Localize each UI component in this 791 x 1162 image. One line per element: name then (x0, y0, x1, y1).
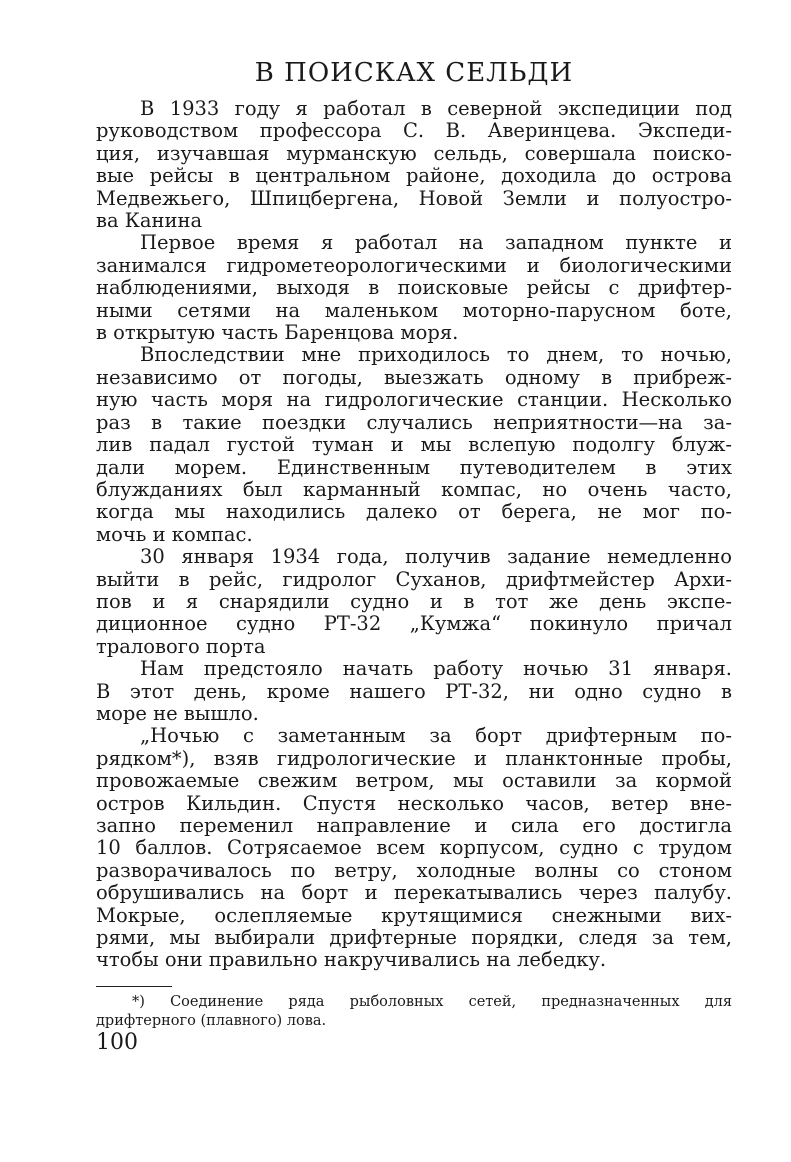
text-line: раз в такие поездки случались неприятности—на за- (96, 410, 732, 434)
text-line: В этот день, кроме нашего РТ-32, ни одно судно в (96, 679, 732, 703)
text-line: ва Канина (96, 209, 203, 233)
text-line: Мокрые, ослепляемые крутящимися снежными вих- (96, 903, 732, 927)
text-line: остров Кильдин. Спустя несколько часов, ветер вне- (96, 791, 732, 815)
text-line: в открытую часть Баренцова моря. (96, 321, 459, 345)
paragraph (96, 232, 732, 344)
paragraph (96, 658, 732, 725)
footnote-line: *) Соединение ряда рыболовных сетей, предназначенных для (132, 993, 732, 1010)
text-line: независимо от погоды, выезжать одному в прибреж- (96, 365, 732, 389)
text-line: ную часть моря на гидрологические станции. Несколько (96, 388, 732, 412)
text-line: В 1933 году я работал в северной экспедиции под (140, 97, 732, 120)
text-line: запно переменил направление и сила его достигла (96, 814, 732, 837)
text-line: вые рейсы в центральном районе, доходила до острова (96, 164, 732, 188)
text-line: 10 баллов. Сотрясаемое всем корпусом, судно с трудом (96, 836, 732, 860)
paragraph (96, 725, 732, 971)
paragraph (96, 344, 732, 546)
text-line: лив падал густой туман и мы вслепую подолгу блуж- (96, 433, 732, 457)
text-line: Медвежьего, Шпицбергена, Новой Земли и полуостро- (96, 186, 732, 210)
page-body (96, 58, 732, 1031)
text-line: блужданиях был карманный компас, но очень часто, (96, 477, 732, 501)
text-line: выйти в рейс, гидролог Суханов, дрифтмейстер Архи- (96, 567, 732, 591)
paragraph (96, 98, 732, 232)
text-line: ными сетями на маленьком моторно-парусном боте, (96, 298, 732, 322)
text-line: пов и я снарядили судно и в тот же день экспе- (96, 589, 732, 613)
text-line: провожаемые свежим ветром, мы оставили за кормой (96, 769, 732, 793)
text-line: море не вышло. (96, 701, 259, 725)
text-line: Нам предстояло начать работу ночью 31 января. (140, 657, 732, 681)
text-line: обрушивались на борт и перекатывались через палубу. (96, 881, 732, 905)
footnote (96, 993, 732, 1031)
text-line: разворачивалось по ветру, холодные волны со стоном (96, 858, 732, 882)
text-line: мочь и компас. (96, 522, 253, 546)
text-body (96, 98, 732, 972)
text-line: „Ночью с заметанным за борт дрифтерным по- (140, 724, 732, 748)
footnote-line: дрифтерного (плавного) лова. (96, 1012, 327, 1029)
text-line: чтобы они правильно накручивались на лебедку. (96, 948, 607, 972)
text-line: когда мы находились далеко от берега, не мог по- (96, 500, 732, 524)
text-line: дали морем. Единственным путеводителем в этих (96, 455, 732, 479)
text-line: диционное судно РТ-32 „Кумжа“ покинуло причал (96, 612, 732, 636)
text-line: занимался гидрометеорологическими и биологическими (96, 253, 732, 277)
text-line: рядком*), взяв гидрологические и планктонные пробы, (96, 746, 732, 770)
text-line: руководством профессора С. В. Аверинцева. Экспеди- (96, 119, 732, 143)
footnote-divider (96, 986, 172, 987)
text-line: ция, изучавшая мурманскую сельдь, совершала поиско- (96, 141, 732, 165)
page-number: 100 (96, 1030, 138, 1055)
text-line: Впоследствии мне приходилось то днем, то ночью, (140, 343, 732, 367)
text-line: рями, мы выбирали дрифтерные порядки, следя за тем, (96, 926, 732, 950)
text-line: 30 января 1934 года, получив задание немедленно (140, 545, 732, 569)
text-line: Первое время я работал на западном пункте и (140, 231, 732, 255)
text-line: наблюдениями, выходя в поисковые рейсы с дрифтер- (96, 276, 732, 300)
page-title: В ПОИСКАХ СЕЛЬДИ (254, 58, 574, 88)
text-line: тралового порта (96, 634, 266, 658)
paragraph (96, 546, 732, 658)
